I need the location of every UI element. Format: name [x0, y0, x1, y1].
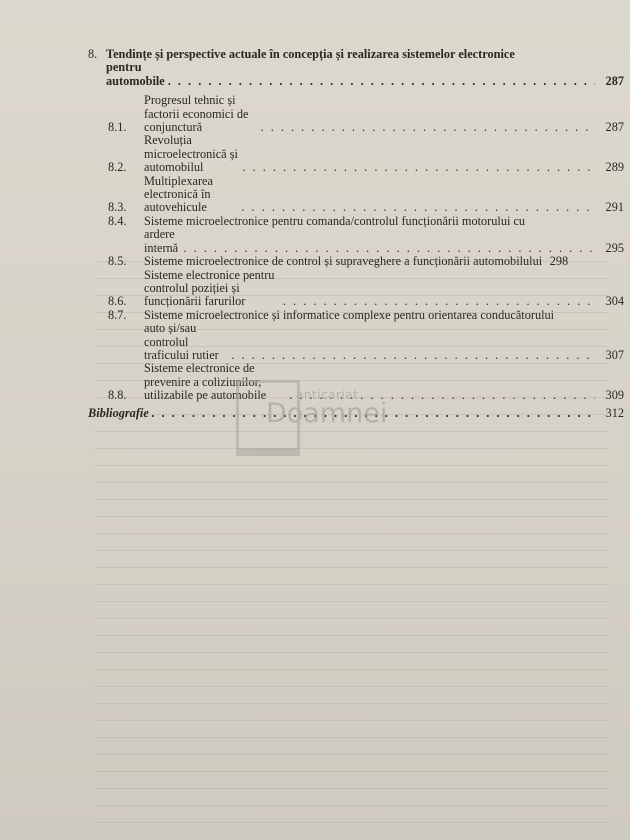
section-title: Sisteme electronice pentru controlul poziției și funcționării farurilor — [144, 267, 275, 309]
section-title: Multiplexarea electronică în autovehicule — [144, 173, 213, 215]
section-title: Sisteme microelectronice și informatice complexe pentru orientarea conducătorului — [144, 307, 555, 322]
section-page: 307 — [605, 347, 624, 362]
watermark-logo — [236, 380, 396, 460]
section-page: 289 — [605, 160, 624, 175]
chapter-title-line1: Tendințe și perspective actuale în concepția și realizarea sistemelor electronice — [106, 47, 515, 61]
section-number: 8.3. — [108, 200, 127, 215]
table-of-contents — [88, 48, 624, 420]
chapter-entry-line2 — [88, 61, 624, 88]
section-page: 295 — [605, 240, 624, 255]
toc-entry — [108, 175, 624, 215]
section-title-continued: auto și/sau controlul traficului rutier — [144, 321, 219, 362]
section-page: 298 — [549, 254, 569, 269]
leader-dots — [168, 75, 595, 88]
toc-entry — [108, 309, 624, 322]
watermark-main-text: Doamnei — [266, 398, 388, 429]
chapter-title-line2: pentru automobile — [106, 60, 165, 88]
leader-dots — [231, 349, 595, 362]
chapter-page: 287 — [605, 73, 624, 88]
section-page: 309 — [605, 388, 624, 403]
section-number: 8.2. — [108, 160, 127, 175]
section-number: 8.1. — [108, 120, 127, 135]
watermark-top-text: anticariat — [296, 388, 359, 402]
section-number: 8.8. — [108, 388, 127, 403]
leader-dots — [261, 121, 595, 134]
section-page: 304 — [605, 294, 624, 309]
section-number: 8.7. — [108, 307, 127, 322]
toc-entry — [108, 269, 624, 309]
leader-dots — [183, 242, 595, 255]
toc-entry-continued — [108, 322, 624, 362]
leader-dots — [283, 295, 595, 308]
section-title-continued: ardere internă — [144, 227, 179, 255]
section-title: Revoluția microelectronică și automobilul — [144, 133, 238, 175]
section-title: Sisteme electronice de prevenire a coliziunilor, utilizabile pe automobile — [144, 361, 267, 403]
leader-dots — [241, 201, 595, 214]
section-number: 8.4. — [108, 213, 127, 228]
bibliography-label: Bibliografie — [88, 405, 149, 420]
toc-entry — [108, 255, 624, 268]
section-number: 8.6. — [108, 294, 127, 309]
section-page: 291 — [605, 200, 624, 215]
chapter-number: 8. — [88, 47, 98, 61]
section-page: 287 — [605, 120, 624, 135]
section-title: Sisteme microelectronice de control și supraveghere a funcționării automobilului — [144, 254, 543, 269]
toc-entry — [108, 134, 624, 174]
chapter-entry — [88, 48, 624, 61]
section-title: Progresul tehnic și factorii economici de conjunctură — [144, 93, 249, 135]
toc-entry-continued — [108, 228, 624, 255]
toc-entry — [108, 215, 624, 228]
section-number: 8.5. — [108, 254, 127, 269]
section-title: Sisteme microelectronice pentru comanda/controlul funcționării motorului cu — [144, 213, 526, 228]
bibliography-page: 312 — [605, 405, 624, 420]
leader-dots — [242, 161, 595, 174]
toc-entry — [108, 94, 624, 134]
